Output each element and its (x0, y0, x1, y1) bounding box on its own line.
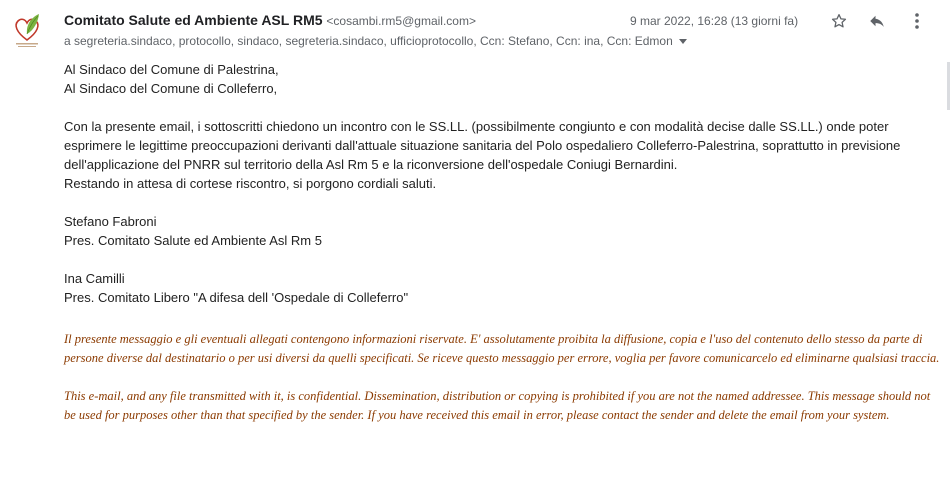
reply-icon (867, 12, 887, 30)
star-icon (830, 12, 848, 30)
greeting-line: Al Sindaco del Comune di Palestrina, (64, 62, 279, 77)
sender-name[interactable]: Comitato Salute ed Ambiente ASL RM5 (64, 12, 323, 28)
reply-button[interactable] (866, 10, 888, 32)
recipients-toggle[interactable] (64, 34, 687, 48)
heart-leaf-logo-icon (10, 10, 44, 50)
greeting-line: Al Sindaco del Comune di Colleferro, (64, 81, 278, 96)
closing-line: Restando in attesa di cortese riscontro, si porgono cordiali saluti. (64, 176, 437, 191)
signature-name: Stefano Fabroni (64, 214, 157, 229)
message-body (64, 60, 944, 425)
sender-avatar[interactable] (10, 10, 44, 50)
more-vert-icon (914, 12, 920, 30)
more-options-button[interactable] (906, 10, 928, 32)
message-header (64, 12, 950, 32)
signature-role: Pres. Comitato Salute ed Ambiente Asl Rm 5 (64, 233, 322, 248)
star-button[interactable] (828, 10, 850, 32)
chevron-down-icon[interactable] (679, 39, 687, 44)
sender-email: <cosambi.rm5@gmail.com> (326, 14, 476, 28)
disclaimer-italian: Il presente messaggio e gli eventuali allegati contengono informazioni riservate. E' assolutamente proibita la diffusione, copia e l'uso del contenuto dello stesso da parte di persone diverse dal destinatario o per usi diversi da quelli specificati. Se riceve questo messaggio per errore, voglia per favore comunicarcelo ed eliminarne qualsiasi traccia. (64, 332, 940, 365)
signature-role: Pres. Comitato Libero "A difesa dell 'Ospedale di Colleferro" (64, 290, 409, 305)
disclaimer-english: This e-mail, and any file transmitted with it, is confidential. Dissemination, distribution or copying is prohibited if you are not the named addressee. This message should not be used for purposes other than that specified by the sender. If you have received this email in error, please contact the sender and delete the email from your system. (64, 389, 931, 422)
message-date[interactable]: 9 mar 2022, 16:28 (13 giorni fa) (630, 14, 799, 28)
body-paragraph: Con la presente email, i sottoscritti chiedono un incontro con le SS.LL. (possibilmente congiunto e con modalità decise dalle SS.LL.) onde poter esprimere le legittime preoccupazioni derivanti dall'attuale situazione sanitaria del Polo ospedaliero Colleferro-Palestrina, soprattutto in previsione dell'applicazione del PNRR sul territorio della Asl Rm 5 e la riconversione dell'ospedale Coniugi Bernardini. (64, 119, 901, 172)
recipients-list: a segreteria.sindaco, protocollo, sindaco, segreteria.sindaco, ufficioprotocollo, Ccn: Stefano, Ccn: ina, Ccn: Edmon (64, 34, 673, 48)
signature-name: Ina Camilli (64, 271, 125, 286)
